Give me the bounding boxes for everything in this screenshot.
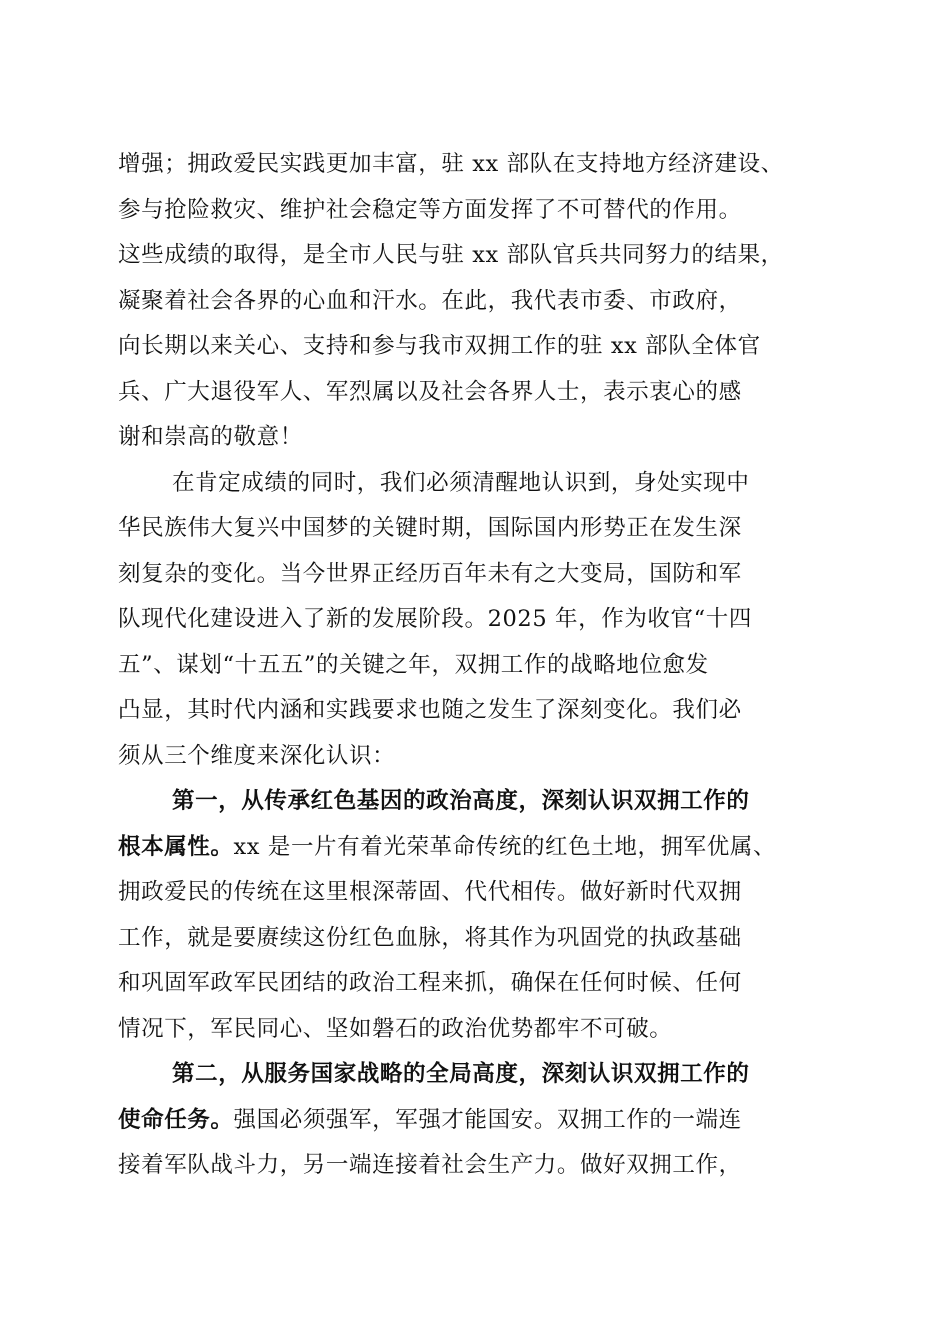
text-line: 凝聚着社会各界的心血和汗水。在此，我代表市委、市政府， bbox=[118, 287, 742, 314]
heading-line-second: 第二，从服务国家战略的全局高度，深刻认识双拥工作的 bbox=[172, 1061, 750, 1087]
text-run: xx 是一片有着光荣革命传统的红色土地，拥军优属、 bbox=[233, 833, 777, 860]
text-line: 情况下，军民同心、坚如磐石的政治优势都牢不可破。 bbox=[118, 1015, 673, 1042]
text-line: 五”、谋划“十五五”的关键之年，双拥工作的战略地位愈发 bbox=[118, 651, 709, 678]
text-run: 强国必须强军，军强才能国安。双拥工作的一端连 bbox=[233, 1106, 742, 1133]
body-text bbox=[118, 142, 838, 1189]
text-line: 增强；拥政爱民实践更加丰富，驻 xx 部队在支持地方经济建设、 bbox=[118, 151, 784, 177]
text-line: 谢和崇高的敬意！ bbox=[118, 424, 303, 450]
heading-tail: 使命任务。 bbox=[118, 1106, 234, 1133]
text-line: 华民族伟大复兴中国梦的关键时期，国际国内形势正在发生深 bbox=[118, 515, 742, 541]
text-line: 接着军队战斗力，另一端连接着社会生产力。做好双拥工作， bbox=[118, 1152, 742, 1178]
text-line: 和巩固军政军民团结的政治工程来抓，确保在任何时候、任何 bbox=[118, 970, 742, 996]
text-line: 工作，就是要赓续这份红色血脉，将其作为巩固党的执政基础 bbox=[118, 924, 742, 951]
text-line: 这些成绩的取得，是全市人民与驻 xx 部队官兵共同努力的结果， bbox=[118, 242, 784, 268]
text-line: 凸显，其时代内涵和实践要求也随之发生了深刻变化。我们必 bbox=[118, 697, 742, 723]
paragraph-start-line: 在肯定成绩的同时，我们必须清醒地认识到，身处实现中 bbox=[172, 469, 750, 496]
heading-tail: 根本属性。 bbox=[118, 833, 234, 860]
text-line: 须从三个维度来深化认识： bbox=[118, 742, 396, 769]
text-line: 向长期以来关心、支持和参与我市双拥工作的驻 xx 部队全体官 bbox=[118, 333, 761, 359]
mixed-line bbox=[118, 825, 838, 871]
text-line: 刻复杂的变化。当今世界正经历百年未有之大变局，国防和军 bbox=[118, 560, 742, 587]
mixed-line bbox=[118, 1098, 838, 1144]
text-line: 兵、广大退役军人、军烈属以及社会各界人士，表示衷心的感 bbox=[118, 378, 742, 405]
heading-line-first: 第一，从传承红色基因的政治高度，深刻认识双拥工作的 bbox=[172, 788, 750, 814]
text-line: 队现代化建设进入了新的发展阶段。2025 年，作为收官“十四 bbox=[118, 606, 752, 632]
text-line: 拥政爱民的传统在这里根深蒂固、代代相传。做好新时代双拥 bbox=[118, 879, 742, 905]
text-line: 参与抢险救灾、维护社会稳定等方面发挥了不可替代的作用。 bbox=[118, 196, 742, 223]
